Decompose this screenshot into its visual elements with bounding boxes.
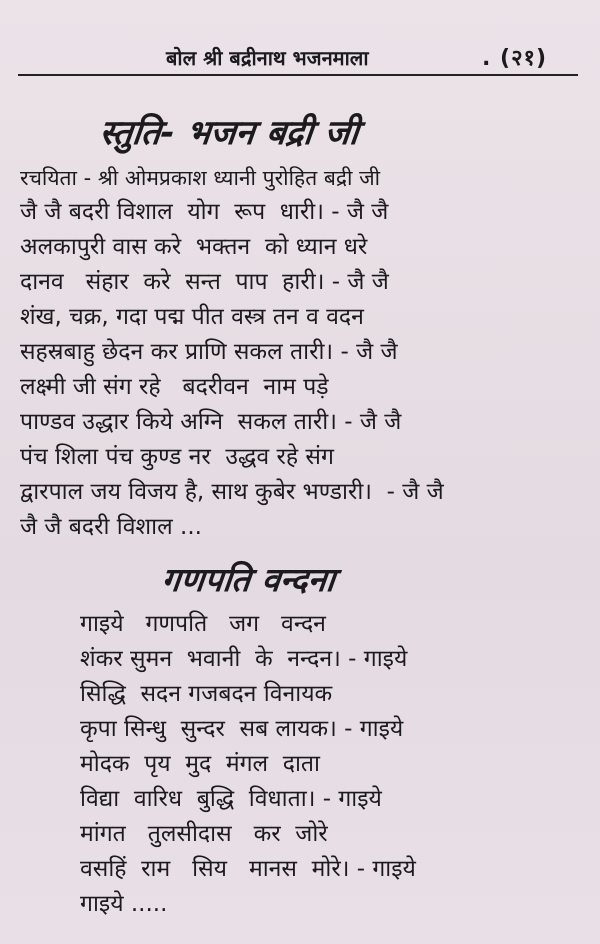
verse-line: सहस्रबाहु छेदन कर प्राणि सकल तारी। - जै जै — [20, 339, 398, 365]
verse-line: सिद्धि सदन गजबदन विनायक — [80, 681, 333, 707]
verse-line: जै जै बदरी विशाल योग रूप धारी। - जै जै — [20, 199, 389, 225]
verse-line: जै जै बदरी विशाल ... — [20, 514, 202, 540]
verse-line: गाइये ..... — [80, 891, 168, 917]
author-credit: रचयिता - श्री ओमप्रकाश ध्यानी पुरोहित बद्री जी — [20, 166, 381, 190]
verse-line: मांगत तुलसीदास कर जोरे — [80, 821, 328, 847]
section-title-stuti: स्तुति- भजन बद्री जी — [97, 113, 361, 153]
verse-line: शंकर सुमन भवानी के नन्दन। - गाइये — [80, 646, 408, 672]
page-header — [18, 40, 578, 76]
verse-line: पंच शिला पंच कुण्ड नर उद्धव रहे संग — [20, 444, 334, 470]
verse-line: वसहिं राम सिय मानस मोरे। - गाइये — [80, 856, 416, 882]
page-number: . (२१) — [482, 46, 548, 71]
running-title: बोल श्री बद्रीनाथ भजनमाला — [166, 46, 369, 70]
verse-line: द्वारपाल जय विजय है, साथ कुबेर भण्डारी। - जै जै — [20, 479, 444, 505]
section-title-ganpati: गणपति वन्दना — [159, 560, 337, 599]
verse-line: लक्ष्मी जी संग रहे बदरीवन नाम पड़े — [20, 374, 329, 400]
verse-line: दानव संहार करे सन्त पाप हारी। - जै जै — [20, 269, 389, 295]
verse-line: विद्या वारिध बुद्धि विधाता। - गाइये — [80, 786, 382, 812]
verse-line: पाण्डव उद्धार किये अग्नि सकल तारी। - जै जै — [20, 409, 402, 435]
verse-line: कृपा सिन्धु सुन्दर सब लायक। - गाइये — [80, 716, 404, 742]
verse-line: गाइये गणपति जग वन्दन — [80, 611, 326, 637]
verse-line: अलकापुरी वास करे भक्तन को ध्यान धरे — [20, 234, 368, 260]
verse-line: मोदक पृय मुद मंगल दाता — [80, 751, 320, 777]
verse-line: शंख, चक्र, गदा पद्म पीत वस्त्र तन व वदन — [20, 304, 364, 330]
